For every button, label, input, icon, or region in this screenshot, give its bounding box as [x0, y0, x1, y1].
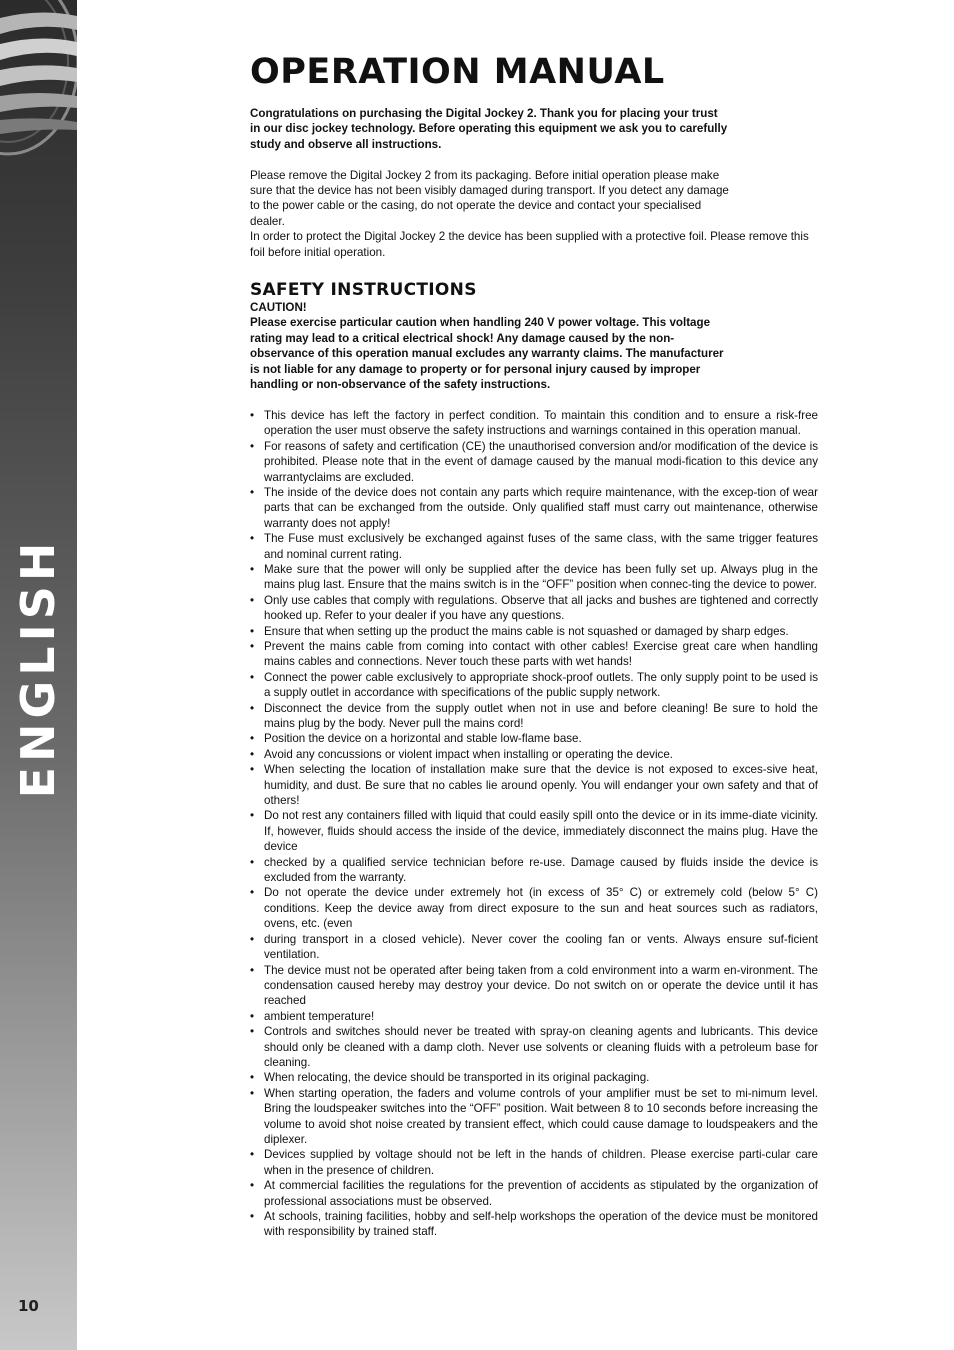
bullet-icon: • — [250, 963, 255, 977]
list-item — [250, 1147, 818, 1178]
page-title: OPERATION MANUAL — [250, 52, 665, 92]
list-item-text: At schools, training facilities, hobby and self-help workshops the operation of the device must be monitored with responsibility by trained staff. — [264, 1210, 818, 1239]
bullet-icon: • — [250, 562, 255, 576]
list-item — [250, 808, 818, 854]
list-item-text: The inside of the device does not contain any parts which require maintenance, with the excep-tion of wear parts that can be exchanged from the outside. Only qualified staff must carry out maintenance, otherwise warranty does not apply! — [264, 485, 818, 530]
list-item-text: The device must not be operated after being taken from a cold environment into a warm en-vironment. The condensation caused hereby may destroy your device. Do not switch on or operate the device until it has reached — [264, 963, 818, 1008]
bullet-icon: • — [250, 1009, 255, 1023]
bullet-icon: • — [250, 1179, 255, 1193]
bullet-icon: • — [250, 932, 255, 946]
list-item-text: Controls and switches should never be treated with spray-on cleaning agents and lubricants. This device should only be cleaned with a damp cloth. Never use solvents or cleaning fluids with a petroleum base for cleaning. — [264, 1025, 818, 1069]
list-item — [250, 639, 818, 670]
bullet-icon: • — [250, 439, 255, 453]
list-item-text: Make sure that the power will only be supplied after the device has been fully set up. Always plug in the mains plug last. Ensure that the mains switch is in the “OFF” position when connec-ting the device to power. — [264, 562, 818, 592]
bullet-icon: • — [250, 639, 255, 653]
list-item — [250, 885, 818, 931]
bullet-icon: • — [250, 1086, 255, 1100]
caution-label: CAUTION! — [250, 301, 307, 315]
list-item-text: checked by a qualified service technician before re-use. Damage caused by fluids inside the device is excluded from the warranty. — [264, 855, 818, 885]
bullet-icon: • — [250, 763, 255, 777]
bullet-icon: • — [250, 1148, 255, 1162]
list-item-text: Position the device on a horizontal and stable low-flame base. — [264, 732, 582, 746]
list-item-text: Do not rest any containers filled with liquid that could easily spill onto the device or in its imme-diate vicinity. If, however, fluids should access the inside of the device, immediately disconnect the mains plug. Have the device — [264, 809, 818, 854]
list-item — [250, 485, 818, 531]
bullet-icon: • — [250, 408, 255, 422]
bullet-icon: • — [250, 624, 255, 638]
list-item — [250, 531, 818, 562]
list-item — [250, 670, 818, 701]
list-item — [250, 1070, 818, 1085]
language-label: ENGLISH — [11, 537, 65, 799]
bullet-icon: • — [250, 670, 255, 684]
list-item — [250, 624, 818, 639]
list-item-text: Connect the power cable exclusively to appropriate shock-proof outlets. The only supply point to be used is a supply outlet in accordance with specifications of the public supply network. — [264, 670, 818, 700]
intro-paragraph-unpacking: Please remove the Digital Jockey 2 from its packaging. Before initial operation please make sure that the device has not been visibly damaged during transport. If you detect any damage to the power cable or the casing, do not operate the device and contact your specialised dealer. — [250, 168, 729, 228]
bullet-icon: • — [250, 1071, 255, 1085]
list-item — [250, 731, 818, 746]
list-item — [250, 762, 818, 808]
caution-text: Please exercise particular caution when handling 240 V power voltage. This voltage rating may lead to a critical electrical shock! Any damage caused by the non-observance of this operation manual excludes any warranty claims. The manufacturer is not liable for any damage to property or for personal injury caused by improper handling or non-observance of the safety instructions. — [250, 316, 724, 392]
list-item-text: For reasons of safety and certification (CE) the unauthorised conversion and/or modification of the device is prohibited. Please note that in the event of damage caused by the manual modi-fication to this device any warrantyclaims are excluded. — [264, 439, 818, 484]
list-item-text: The Fuse must exclusively be exchanged against fuses of the same class, with the same trigger features and nominal current rating. — [264, 532, 818, 561]
bullet-icon: • — [250, 1025, 255, 1039]
list-item — [250, 855, 818, 886]
list-item-text: Do not operate the device under extremely hot (in excess of 35° C) or extremely cold (below 5° C) conditions. Keep the device away from direct exposure to the sun and heat sources such as radiators, ovens, etc. (even — [264, 886, 818, 931]
list-item — [250, 1086, 818, 1148]
list-item — [250, 1024, 818, 1070]
list-item — [250, 408, 818, 439]
list-item — [250, 963, 818, 1009]
safety-instructions-heading: SAFETY INSTRUCTIONS — [250, 280, 477, 301]
list-item — [250, 439, 818, 485]
list-item — [250, 562, 818, 593]
list-item-text: When relocating, the device should be transported in its original packaging. — [264, 1071, 650, 1085]
bullet-icon: • — [250, 886, 255, 900]
list-item — [250, 1209, 818, 1240]
bullet-icon: • — [250, 1210, 255, 1223]
list-item-text: Devices supplied by voltage should not be left in the hands of children. Please exercise parti-cular care when in the presence of children. — [264, 1148, 818, 1177]
list-item-text: Ensure that when setting up the product the mains cable is not squashed or damaged by sharp edges. — [264, 624, 789, 638]
list-item-text: ambient temperature! — [264, 1009, 375, 1023]
list-item-text: during transport in a closed vehicle). Never cover the cooling fan or vents. Always ensure suf-ficient ventilation. — [264, 932, 818, 962]
list-item-text: Prevent the mains cable from coming into contact with other cables! Exercise great care when handling mains cables and connections. Never touch these parts with wet hands! — [264, 639, 818, 669]
list-item — [250, 701, 818, 732]
brand-logo-graphic — [0, 0, 77, 160]
list-item — [250, 593, 818, 624]
list-item-text: Disconnect the device from the supply outlet when not in use and before cleaning! Be sure to hold the mains plug by the body. Never pull the mains cord! — [264, 701, 818, 730]
list-item — [250, 1178, 818, 1209]
list-item-text: At commercial facilities the regulations for the prevention of accidents as stipulated by the organization of professional associations must be observed. — [264, 1179, 818, 1208]
list-item — [250, 747, 818, 762]
bullet-icon: • — [250, 747, 255, 761]
intro-bold-paragraph: Congratulations on purchasing the Digital Jockey 2. Thank you for placing your trust in our disc jockey technology. Before operating this equipment we ask you to carefully study and observe all instructions. — [250, 107, 728, 151]
list-item — [250, 932, 818, 963]
list-item — [250, 1009, 818, 1024]
language-sidebar — [0, 0, 77, 1350]
main-content — [250, 52, 818, 1240]
list-item-text: This device has left the factory in perfect condition. To maintain this condition and to ensure a risk-free operation the user must observe the safety instructions and warnings contained in this operation manual. — [264, 408, 818, 438]
bullet-icon: • — [250, 485, 255, 499]
page-number: 10 — [18, 1297, 39, 1315]
list-item-text: When starting operation, the faders and volume controls of your amplifier must be set to mi-nimum level. Bring the loudspeaker switches into the “OFF” position. Wait between 8 to 10 seconds before increasing the volume to avoid shot noise created by transient effect, which could cause damage to loudspeakers and the diplexer. — [264, 1086, 818, 1146]
list-item-text: When selecting the location of installation make sure that the device is not exposed to exces-sive heat, humidity, and dust. Be sure that no cables lie around openly. You will endanger your own safety and that of others! — [264, 763, 818, 808]
bullet-icon: • — [250, 593, 255, 607]
bullet-icon: • — [250, 701, 255, 715]
intro-paragraph-foil: In order to protect the Digital Jockey 2 the device has been supplied with a protective foil. Please remove this foil before initial operation. — [250, 230, 809, 259]
bullet-icon: • — [250, 809, 255, 823]
list-item-text: Avoid any concussions or violent impact when installing or operating the device. — [264, 747, 674, 761]
list-item-text: Only use cables that comply with regulations. Observe that all jacks and bushes are tightened and correctly hooked up. Refer to your dealer if you have any questions. — [264, 593, 818, 623]
bullet-icon: • — [250, 732, 255, 746]
bullet-icon: • — [250, 532, 255, 546]
safety-instructions-list — [250, 408, 818, 1240]
bullet-icon: • — [250, 855, 255, 869]
